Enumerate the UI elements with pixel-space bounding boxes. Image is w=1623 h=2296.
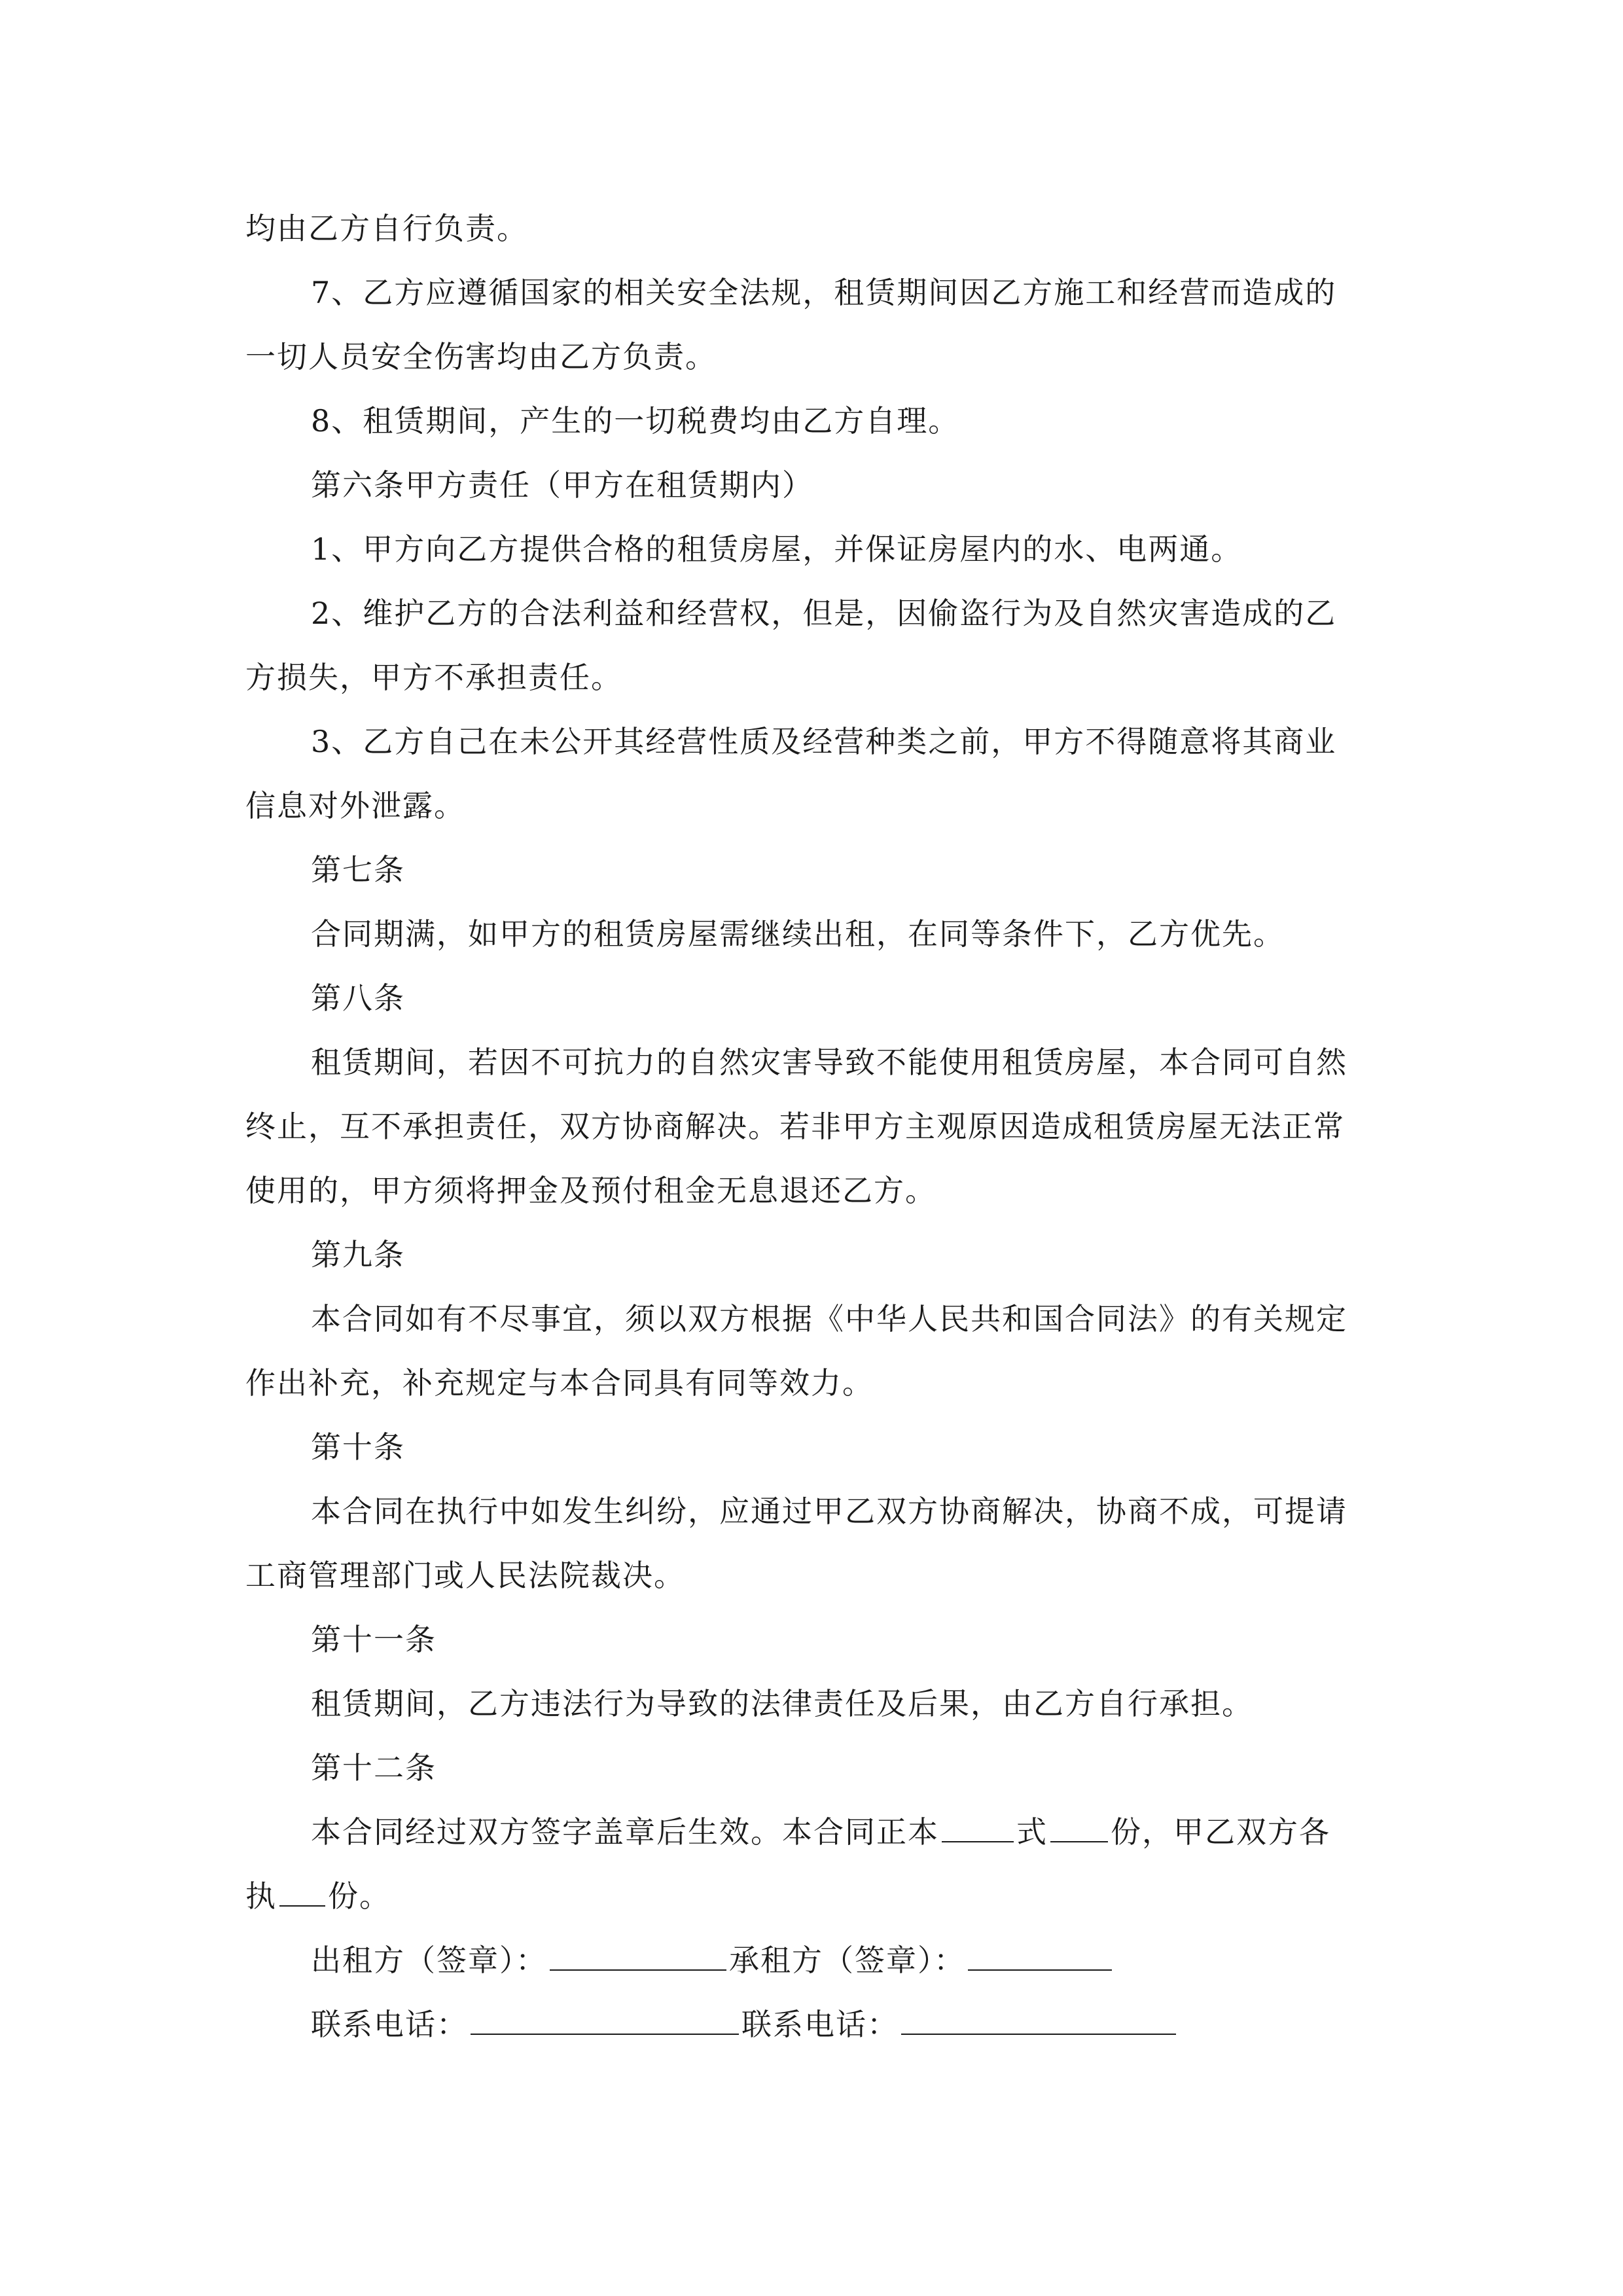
text-fragment: 本合同经过双方签字盖章后生效。本合同正本 <box>311 1814 939 1850</box>
text-fragment: 份，甲乙双方各 <box>1111 1814 1330 1850</box>
paragraph-line: 本合同如有不尽事宜，须以双方根据《中华人民共和国合同法》的有关规定 <box>311 1301 1347 1336</box>
signature-row <box>245 1928 1397 1992</box>
article-heading-7: 第七条 <box>311 852 405 888</box>
paragraph-line: 工商管理部门或人民法院裁决。 <box>245 1558 685 1593</box>
clause-item-1: 1、甲方向乙方提供合格的租赁房屋，并保证房屋内的水、电两通。 <box>311 531 1243 567</box>
article-heading-6: 第六条甲方责任（甲方在租赁期内） <box>311 467 813 503</box>
paragraph-line: 方损失，甲方不承担责任。 <box>245 660 622 695</box>
paragraph-line: 使用的，甲方须将押金及预付租金无息退还乙方。 <box>245 1173 936 1208</box>
document-page <box>245 196 1397 2056</box>
copies-count-blank[interactable] <box>1050 1815 1108 1842</box>
lessor-phone-field[interactable] <box>471 2007 739 2035</box>
paragraph-line: 本合同在执行中如发生纠纷，应通过甲乙双方协商解决，协商不成，可提请 <box>311 1494 1347 1529</box>
clause-item-3: 3、乙方自己在未公开其经营性质及经营种类之前，甲方不得随意将其商业 <box>311 724 1337 759</box>
article-heading-10: 第十条 <box>311 1429 405 1465</box>
text-fragment: 份。 <box>328 1878 391 1914</box>
paragraph-line: 合同期满，如甲方的租赁房屋需继续出租，在同等条件下，乙方优先。 <box>311 916 1285 952</box>
paragraph-line: 作出补充，补充规定与本合同具有同等效力。 <box>245 1365 874 1401</box>
clause-item-8: 8、租赁期间，产生的一切税费均由乙方自理。 <box>311 403 960 439</box>
text-fragment: 执 <box>245 1878 277 1914</box>
lessee-signature-field[interactable] <box>968 1943 1112 1971</box>
lessor-signature-field[interactable] <box>550 1943 726 1971</box>
paragraph-line: 租赁期间，乙方违法行为导致的法律责任及后果，由乙方自行承担。 <box>311 1686 1253 1721</box>
clause-item-2: 2、维护乙方的合法利益和经营权，但是，因偷盗行为及自然灾害造成的乙 <box>311 596 1337 631</box>
article-heading-8: 第八条 <box>311 980 405 1016</box>
copies-original-blank[interactable] <box>942 1815 1014 1842</box>
lessee-label: 承租方（签章）： <box>729 1943 965 1978</box>
copies-each-blank[interactable] <box>279 1879 325 1907</box>
paragraph-line <box>245 1864 1397 1928</box>
paragraph-line: 终止，互不承担责任，双方协商解决。若非甲方主观原因造成租赁房屋无法正常 <box>245 1109 1345 1144</box>
phone-label: 联系电话： <box>311 2007 468 2042</box>
article-heading-9: 第九条 <box>311 1237 405 1272</box>
paragraph-line: 均由乙方自行负责。 <box>245 211 528 246</box>
paragraph-line <box>245 1800 1397 1864</box>
article-heading-12: 第十二条 <box>311 1750 437 1785</box>
paragraph-line: 信息对外泄露。 <box>245 788 465 823</box>
clause-item-7: 7、乙方应遵循国家的相关安全法规，租赁期间因乙方施工和经营而造成的 <box>311 275 1337 310</box>
phone-label: 联系电话： <box>741 2007 899 2042</box>
text-fragment: 式 <box>1016 1814 1048 1850</box>
paragraph-line: 租赁期间，若因不可抗力的自然灾害导致不能使用租赁房屋，本合同可自然 <box>311 1045 1347 1080</box>
lessee-phone-field[interactable] <box>901 2007 1176 2035</box>
lessor-label: 出租方（签章）： <box>311 1943 547 1978</box>
paragraph-line: 一切人员安全伤害均由乙方负责。 <box>245 339 717 374</box>
phone-row <box>245 1992 1397 2056</box>
article-heading-11: 第十一条 <box>311 1622 437 1657</box>
